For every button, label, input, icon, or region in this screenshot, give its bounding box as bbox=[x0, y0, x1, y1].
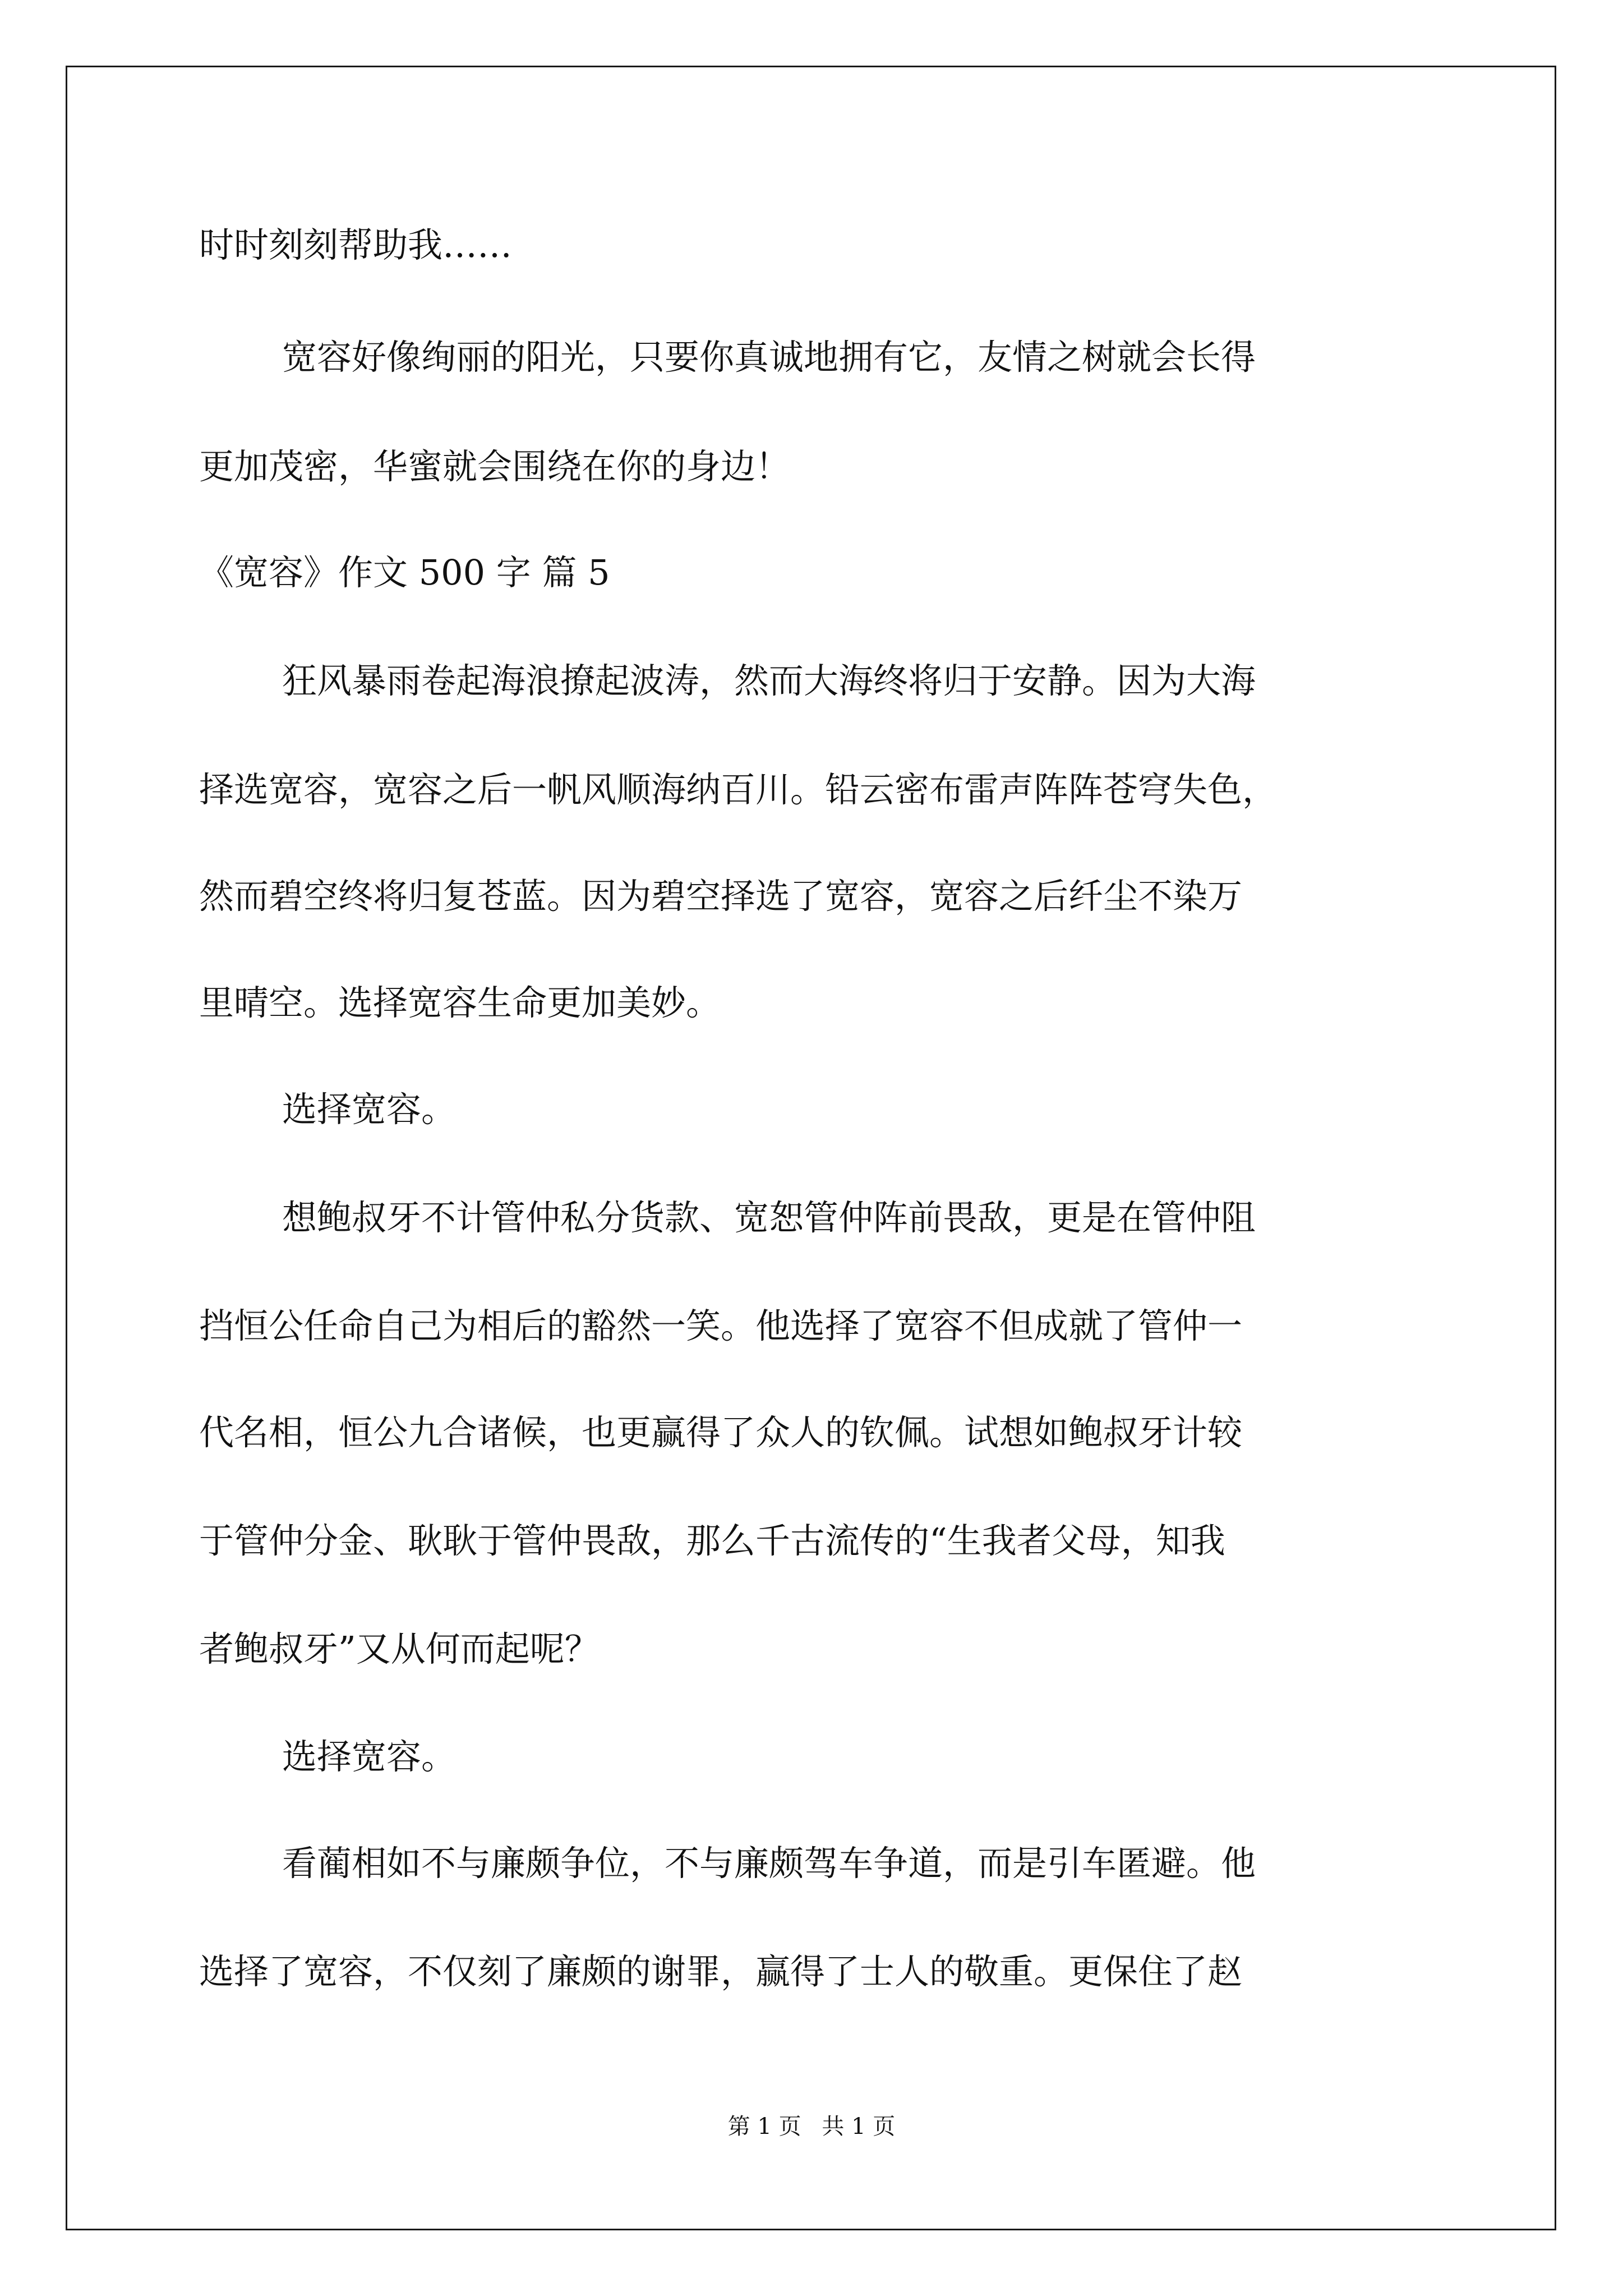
text-line: 宽容好像绚丽的阳光，只要你真诚地拥有它，友情之树就会长得 bbox=[282, 337, 1256, 378]
page-border bbox=[66, 66, 1556, 2230]
page-total: 共 1 页 bbox=[822, 2114, 896, 2139]
text-line: 于管仲分金、耿耿于管仲畏敌，那么千古流传的“生我者父母，知我 bbox=[199, 1520, 1225, 1561]
text-line: 选择宽容。 bbox=[282, 1736, 457, 1777]
page-number: 第 1 页 bbox=[727, 2114, 801, 2139]
text-line: 选择宽容。 bbox=[282, 1089, 457, 1130]
text-line: 选择了宽容，不仅刻了廉颇的谢罪，赢得了士人的敬重。更保住了赵 bbox=[199, 1951, 1243, 1992]
page-footer bbox=[0, 2113, 1623, 2141]
text-line: 更加茂密，华蜜就会围绕在你的身边！ bbox=[199, 446, 791, 487]
text-line: 择选宽容，宽容之后一帆风顺海纳百川。铅云密布雷声阵阵苍穹失色， bbox=[199, 769, 1278, 810]
text-line: 然而碧空终将归复苍蓝。因为碧空择选了宽容，宽容之后纤尘不染万 bbox=[199, 876, 1243, 917]
section-heading: 《宽容》作文 500 字 篇 5 bbox=[199, 552, 610, 593]
text-line: 时时刻刻帮助我…… bbox=[199, 224, 513, 265]
text-line: 者鲍叔牙”又从何而起呢？ bbox=[199, 1628, 600, 1669]
text-line: 里晴空。选择宽容生命更加美妙。 bbox=[199, 982, 721, 1023]
text-line: 代名相，恒公九合诸候，也更赢得了众人的钦佩。试想如鲍叔牙计较 bbox=[199, 1412, 1243, 1453]
text-line: 想鲍叔牙不计管仲私分货款、宽恕管仲阵前畏敌，更是在管仲阻 bbox=[282, 1197, 1256, 1238]
text-line: 狂风暴雨卷起海浪撩起波涛，然而大海终将归于安静。因为大海 bbox=[282, 660, 1256, 701]
text-line: 挡恒公任命自己为相后的豁然一笑。他选择了宽容不但成就了管仲一 bbox=[199, 1305, 1243, 1346]
text-line: 看蔺相如不与廉颇争位，不与廉颇驾车争道，而是引车匿避。他 bbox=[282, 1843, 1256, 1884]
